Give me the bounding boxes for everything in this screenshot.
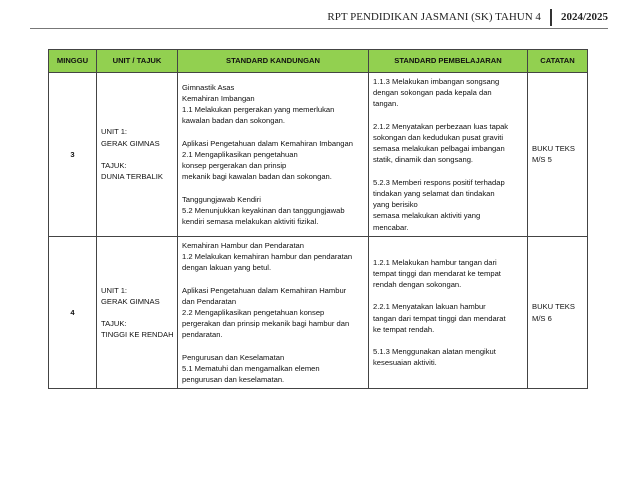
line-gap bbox=[182, 273, 364, 284]
unit-cell bbox=[97, 236, 178, 389]
standard-pembelajaran-cell bbox=[369, 236, 528, 389]
standard-kandungan-cell bbox=[178, 236, 369, 389]
text-line: Kemahiran Hambur dan Pendaratan bbox=[182, 240, 304, 250]
text-line: M/S 6 bbox=[532, 313, 552, 323]
page-header bbox=[327, 8, 608, 26]
text-line: 5.1.3 Menggunakan alatan mengikut bbox=[373, 347, 496, 357]
line-gap bbox=[182, 182, 364, 193]
text-line: 2.1 Mengaplikasikan pengetahuan bbox=[182, 149, 298, 159]
text-line: mekanik bagi kawalan badan dan sokongan. bbox=[182, 172, 332, 182]
standard-kandungan-cell bbox=[178, 73, 369, 237]
text-line: GERAK GIMNAS bbox=[101, 296, 160, 306]
text-line: TINGGI KE RENDAH bbox=[101, 330, 174, 340]
table-row bbox=[49, 73, 588, 237]
text-line: tempat tinggi dan mendarat ke tempat bbox=[373, 268, 501, 278]
line-gap bbox=[101, 149, 173, 160]
text-line: Aplikasi Pengetahuan dalam Kemahiran Imbangan bbox=[182, 138, 353, 148]
column-header-unit-tajuk: UNIT / TAJUK bbox=[97, 50, 178, 73]
text-line: 5.1 Mematuhi dan mengamalkan elemen bbox=[182, 364, 320, 374]
text-line: UNIT 1: bbox=[101, 285, 128, 295]
text-line: dengan lakuan yang betul. bbox=[182, 263, 272, 273]
text-line: pengurusan dan keselamatan. bbox=[182, 375, 285, 385]
text-line: ke tempat rendah. bbox=[373, 324, 435, 334]
text-line: tangan dari tempat tinggi dan mendarat bbox=[373, 313, 506, 323]
catatan-cell bbox=[528, 236, 588, 389]
text-line: rendah dengan sokongan. bbox=[373, 280, 462, 290]
column-header-minggu: MINGGU bbox=[49, 50, 97, 73]
text-line: 2.2.1 Menyatakan lakuan hambur bbox=[373, 302, 486, 312]
line-gap bbox=[182, 341, 364, 352]
text-line: Tanggungjawab Kendiri bbox=[182, 194, 261, 204]
text-line: M/S 5 bbox=[532, 155, 552, 165]
text-line: 5.2.3 Memberi respons positif terhadap bbox=[373, 177, 505, 187]
line-gap bbox=[101, 307, 173, 318]
unit-cell bbox=[97, 73, 178, 237]
column-header-catatan: CATATAN bbox=[528, 50, 588, 73]
line-gap bbox=[373, 110, 523, 121]
text-line: semasa melakukan aktiviti yang bbox=[373, 211, 481, 221]
text-line: Pengurusan dan Keselamatan bbox=[182, 352, 285, 362]
text-line: Aplikasi Pengetahuan dalam Kemahiran Hambur bbox=[182, 285, 347, 295]
text-line: dan Pendaratan bbox=[182, 296, 237, 306]
text-line: 1.1 Melakukan pergerakan yang memerlukan bbox=[182, 105, 335, 114]
text-line: 1.1.3 Melakukan imbangan songsang bbox=[373, 77, 500, 86]
text-line: 5.2 Menunjukkan keyakinan dan tanggungjawab bbox=[182, 205, 345, 215]
text-line: UNIT 1: bbox=[101, 127, 128, 137]
text-line: 2.2 Mengaplikasikan pengetahuan konsep bbox=[182, 308, 325, 318]
column-header-standard-pembelajaran: STANDARD PEMBELAJARAN bbox=[369, 50, 528, 73]
rpt-table bbox=[48, 49, 588, 389]
text-line: tangan. bbox=[373, 99, 399, 109]
text-line: 1.2 Melakukan kemahiran hambur dan pendaratan bbox=[182, 252, 353, 262]
text-line: 1.2.1 Melakukan hambur tangan dari bbox=[373, 257, 497, 267]
text-line: TAJUK: bbox=[101, 319, 127, 329]
table-header-row bbox=[49, 50, 588, 73]
text-line: tindakan yang selamat dan tindakan bbox=[373, 189, 495, 198]
text-line: Gimnastik Asas bbox=[182, 82, 235, 92]
line-gap bbox=[182, 126, 364, 137]
academic-year: 2024/2025 bbox=[560, 11, 608, 23]
text-line: mencabar. bbox=[373, 222, 409, 232]
week-cell: 4 bbox=[49, 236, 97, 389]
catatan-cell bbox=[528, 73, 588, 237]
standard-pembelajaran-cell bbox=[369, 73, 528, 237]
line-gap bbox=[373, 166, 523, 177]
line-gap bbox=[373, 290, 523, 301]
header-rule bbox=[30, 28, 608, 29]
text-line: TAJUK: bbox=[101, 161, 127, 170]
text-line: 2.1.2 Menyatakan perbezaan luas tapak bbox=[373, 121, 509, 131]
text-line: pendaratan. bbox=[182, 330, 223, 340]
text-line: kesesuaian aktiviti. bbox=[373, 358, 437, 368]
text-line: kawalan badan dan sokongan. bbox=[182, 116, 286, 126]
text-line: BUKU TEKS bbox=[532, 302, 575, 312]
text-line: BUKU TEKS bbox=[532, 144, 575, 154]
text-line: GERAK GIMNAS bbox=[101, 138, 160, 148]
text-line: semasa melakukan pelbagai imbangan bbox=[373, 144, 505, 154]
week-cell: 3 bbox=[49, 73, 97, 237]
text-line: yang berisiko bbox=[373, 200, 418, 210]
text-line: DUNIA TERBALIK bbox=[101, 172, 163, 182]
text-line: pergerakan dan prinsip mekanik bagi hambur dan bbox=[182, 319, 350, 329]
text-line: sokongan dan kedudukan pusat graviti bbox=[373, 133, 504, 142]
text-line: kendiri semasa melakukan aktiviti fizikal. bbox=[182, 217, 319, 226]
table-row bbox=[49, 236, 588, 389]
text-line: konsep pergerakan dan prinsip bbox=[182, 161, 287, 170]
document-title: RPT PENDIDIKAN JASMANI (SK) TAHUN 4 bbox=[327, 11, 541, 23]
text-line: Kemahiran Imbangan bbox=[182, 93, 255, 103]
text-line: statik, dinamik dan songsang. bbox=[373, 155, 474, 165]
text-line: dengan sokongan pada kepala dan bbox=[373, 88, 492, 98]
column-header-standard-kandungan: STANDARD KANDUNGAN bbox=[178, 50, 369, 73]
line-gap bbox=[373, 335, 523, 346]
